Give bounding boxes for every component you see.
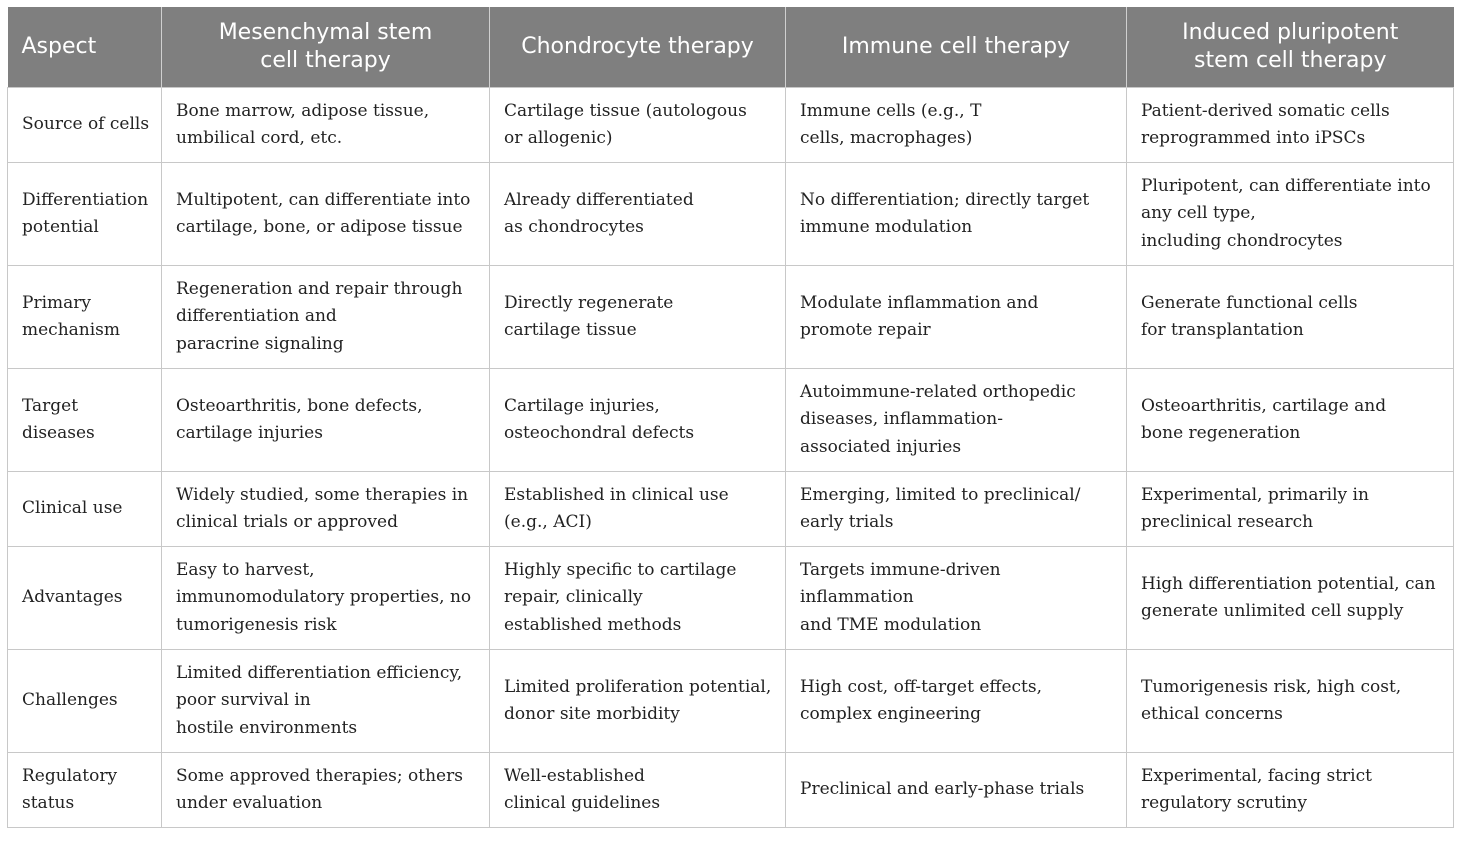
- table-row: [8, 472, 1454, 547]
- row-label-regulatory: Regulatory status: [8, 753, 162, 828]
- table-cell: Targets immune-driven inflammation and TME modulation: [786, 547, 1127, 650]
- table-row: [8, 547, 1454, 650]
- table-cell: Already differentiated as chondrocytes: [490, 163, 786, 266]
- table-cell: Cartilage tissue (autologous or allogenic): [490, 88, 786, 163]
- row-label-target-diseases: Target diseases: [8, 369, 162, 472]
- table-cell: Generate functional cells for transplantation: [1127, 266, 1454, 369]
- table-cell: Easy to harvest, immunomodulatory properties, no tumorigenesis risk: [162, 547, 490, 650]
- table-cell: Bone marrow, adipose tissue, umbilical cord, etc.: [162, 88, 490, 163]
- row-label-source: Source of cells: [8, 88, 162, 163]
- table-cell: Directly regenerate cartilage tissue: [490, 266, 786, 369]
- table-cell: Some approved therapies; others under evaluation: [162, 753, 490, 828]
- table-cell: Experimental, facing strict regulatory scrutiny: [1127, 753, 1454, 828]
- row-label-clinical-use: Clinical use: [8, 472, 162, 547]
- table-cell: Cartilage injuries, osteochondral defects: [490, 369, 786, 472]
- comparison-table-container: [7, 7, 1453, 828]
- table-cell: Modulate inflammation and promote repair: [786, 266, 1127, 369]
- header-aspect: Aspect: [8, 7, 162, 88]
- table-cell: Established in clinical use (e.g., ACI): [490, 472, 786, 547]
- table-row: [8, 753, 1454, 828]
- table-row: [8, 163, 1454, 266]
- row-label-advantages: Advantages: [8, 547, 162, 650]
- table-cell: Tumorigenesis risk, high cost, ethical concerns: [1127, 650, 1454, 753]
- table-cell: Limited differentiation efficiency, poor survival in hostile environments: [162, 650, 490, 753]
- table-row: [8, 88, 1454, 163]
- table-cell: Patient-derived somatic cells reprogrammed into iPSCs: [1127, 88, 1454, 163]
- header-mesenchymal: Mesenchymal stem cell therapy: [162, 7, 490, 88]
- table-cell: Osteoarthritis, cartilage and bone regeneration: [1127, 369, 1454, 472]
- row-label-challenges: Challenges: [8, 650, 162, 753]
- table-cell: No differentiation; directly target immune modulation: [786, 163, 1127, 266]
- header-ipsc: Induced pluripotent stem cell therapy: [1127, 7, 1454, 88]
- table-cell: High cost, off-target effects, complex engineering: [786, 650, 1127, 753]
- table-row: [8, 266, 1454, 369]
- table-cell: Pluripotent, can differentiate into any cell type, including chondrocytes: [1127, 163, 1454, 266]
- table-cell: Preclinical and early-phase trials: [786, 753, 1127, 828]
- table-cell: Well-established clinical guidelines: [490, 753, 786, 828]
- table-cell: Limited proliferation potential, donor site morbidity: [490, 650, 786, 753]
- header-immune: Immune cell therapy: [786, 7, 1127, 88]
- table-cell: Experimental, primarily in preclinical research: [1127, 472, 1454, 547]
- table-cell: Regeneration and repair through differentiation and paracrine signaling: [162, 266, 490, 369]
- therapy-comparison-table: [7, 7, 1454, 828]
- table-cell: Autoimmune-related orthopedic diseases, inflammation- associated injuries: [786, 369, 1127, 472]
- row-label-mechanism: Primary mechanism: [8, 266, 162, 369]
- table-cell: Immune cells (e.g., T cells, macrophages): [786, 88, 1127, 163]
- table-cell: Multipotent, can differentiate into cartilage, bone, or adipose tissue: [162, 163, 490, 266]
- table-cell: Highly specific to cartilage repair, clinically established methods: [490, 547, 786, 650]
- table-row: [8, 369, 1454, 472]
- table-cell: Emerging, limited to preclinical/ early trials: [786, 472, 1127, 547]
- table-cell: Widely studied, some therapies in clinical trials or approved: [162, 472, 490, 547]
- table-row: [8, 650, 1454, 753]
- table-cell: Osteoarthritis, bone defects, cartilage injuries: [162, 369, 490, 472]
- header-chondrocyte: Chondrocyte therapy: [490, 7, 786, 88]
- table-cell: High differentiation potential, can generate unlimited cell supply: [1127, 547, 1454, 650]
- table-header-row: [8, 7, 1454, 88]
- row-label-differentiation: Differentiation potential: [8, 163, 162, 266]
